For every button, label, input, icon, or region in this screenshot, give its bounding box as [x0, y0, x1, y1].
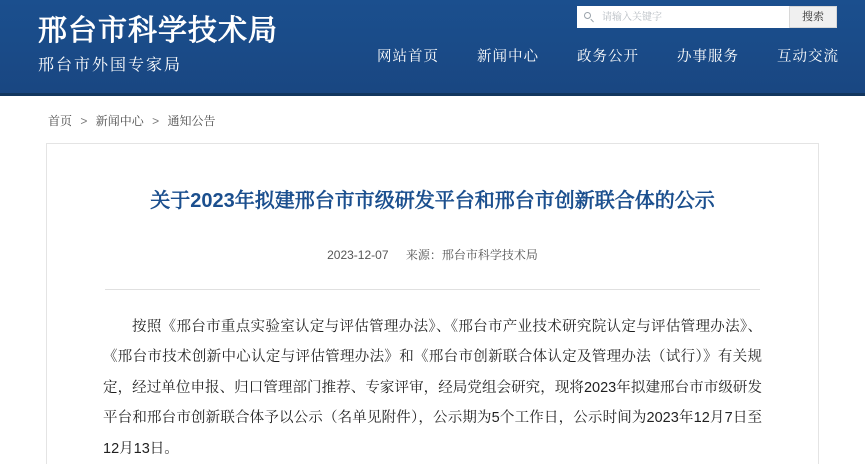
- search-input-container[interactable]: [577, 6, 789, 28]
- breadcrumb-item-notice[interactable]: 通知公告: [167, 114, 216, 128]
- article-meta: [103, 246, 762, 263]
- article-date: 2023-12-07: [327, 248, 389, 262]
- article-source-label: 来源：: [405, 248, 442, 262]
- nav-item-affairs[interactable]: 政务公开: [577, 49, 639, 65]
- search-bar: [577, 6, 837, 28]
- site-logo[interactable]: [38, 13, 279, 74]
- search-button[interactable]: 搜索: [789, 6, 837, 28]
- nav-item-interact[interactable]: 互动交流: [777, 49, 839, 65]
- site-header: [0, 0, 865, 96]
- breadcrumb-item-home[interactable]: 首页: [48, 114, 73, 128]
- site-logo-main: 邢台市科学技术局: [38, 13, 279, 47]
- page-title: 关于2023年拟建邢台市市级研发平台和邢台市创新联合体的公示: [150, 190, 715, 212]
- article-body: 按照《邢台市重点实验室认定与评估管理办法》、《邢台市产业技术研究院认定与评估管理办法》、《邢台市技术创新中心认定与评估管理办法》和《邢台市创新联合体认定及管理办法（试行）》有关规定，经过单位申报、归口管理部门推荐、专家评审，经局党组会研究，现将2023年拟建邢台市市级研发平台和邢台市创新联合体予以公示（名单见附件），公示期为5个工作日，公示时间为2023年12月7日至12月13日。: [103, 319, 762, 457]
- nav-item-news[interactable]: 新闻中心: [477, 49, 539, 65]
- breadcrumb: [0, 96, 865, 143]
- breadcrumb-separator: >: [80, 114, 88, 128]
- article-source: 邢台市科学技术局: [441, 248, 538, 262]
- main-nav: [377, 45, 839, 66]
- nav-item-home[interactable]: 网站首页: [377, 49, 439, 65]
- search-icon: [584, 12, 595, 23]
- site-logo-sub: 邢台市外国专家局: [38, 55, 183, 74]
- breadcrumb-item-news[interactable]: 新闻中心: [95, 114, 144, 128]
- breadcrumb-separator: >: [152, 114, 160, 128]
- search-input[interactable]: [600, 11, 783, 24]
- article-card: [46, 143, 819, 464]
- article-divider: [105, 289, 760, 290]
- nav-item-services[interactable]: 办事服务: [677, 49, 739, 65]
